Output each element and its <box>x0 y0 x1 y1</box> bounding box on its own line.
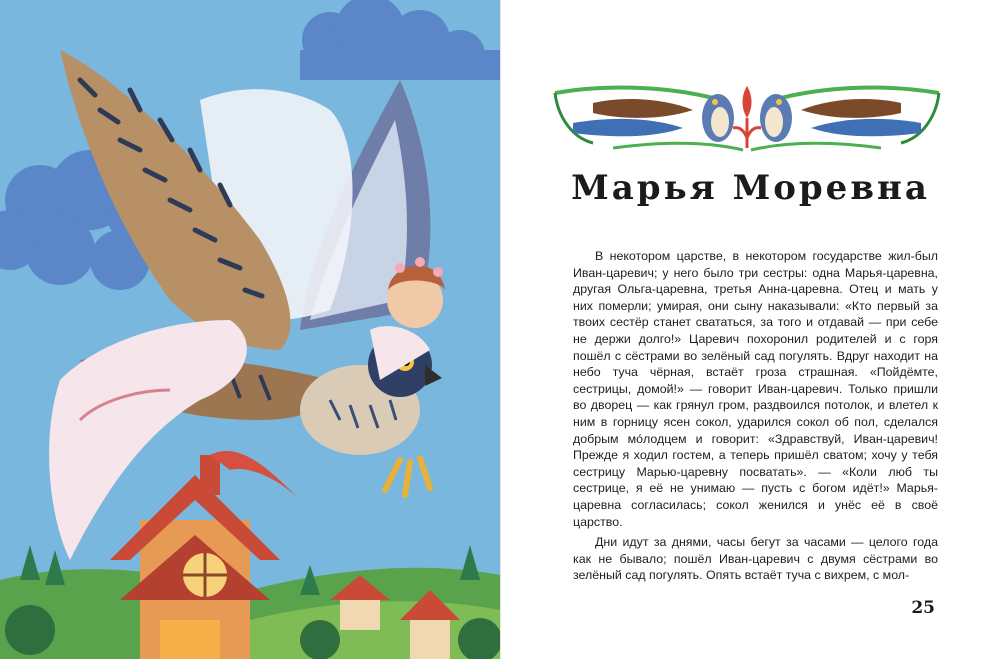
text-page <box>501 0 1000 659</box>
ornamental-header-icon <box>553 78 941 158</box>
paragraph: Дни идут за днями, часы бегут за часами — целого года как не бывало; пошёл Иван-царевич с двумя сёстрами во зелёный сад погулять. Опять встаёт туча с вихрем, с мол- <box>573 535 938 583</box>
page-number: 25 <box>911 598 935 618</box>
chapter-title: Марья Моревна <box>571 168 930 208</box>
paragraph: В некотором царстве, в некотором государстве жил-был Иван-царевич; у него было три сестры: одна Марья-царевна, другая Ольга-царевна, третья Анна-царевна. Отец и мать у них померли; умирая, они сыну наказывали: «Кто первый за твоих сестёр станет свататься, за того и отдавай — при себе не держи долго!» Царевич похоронил родителей и с горя пошёл с сёстрами во зелёный сад погулять. Вдруг находит на небо туча чёрная, встаёт гроза страшная. «Пойдёмте, сестрицы, домой!» — говорит Иван-царевич. Только пришли во дворец — как грянул гром, раздвоился потолок, и влетел к ним в горницу ясен сокол, ударился сокол об пол, сделался добрым мо́лодцем и говорит: «Здравствуй, Иван-царевич! Прежде я ходил гостем, а теперь пришёл сватом; хочу у тебя сестрицу Марью-царевну посватать». — «Коли люб ты сестрице, я её не унимаю — пусть с богом идёт!» Марья-царевна согласилась; сокол женился и унёс её в своё царство. <box>573 249 938 529</box>
chapter-text <box>573 248 938 588</box>
